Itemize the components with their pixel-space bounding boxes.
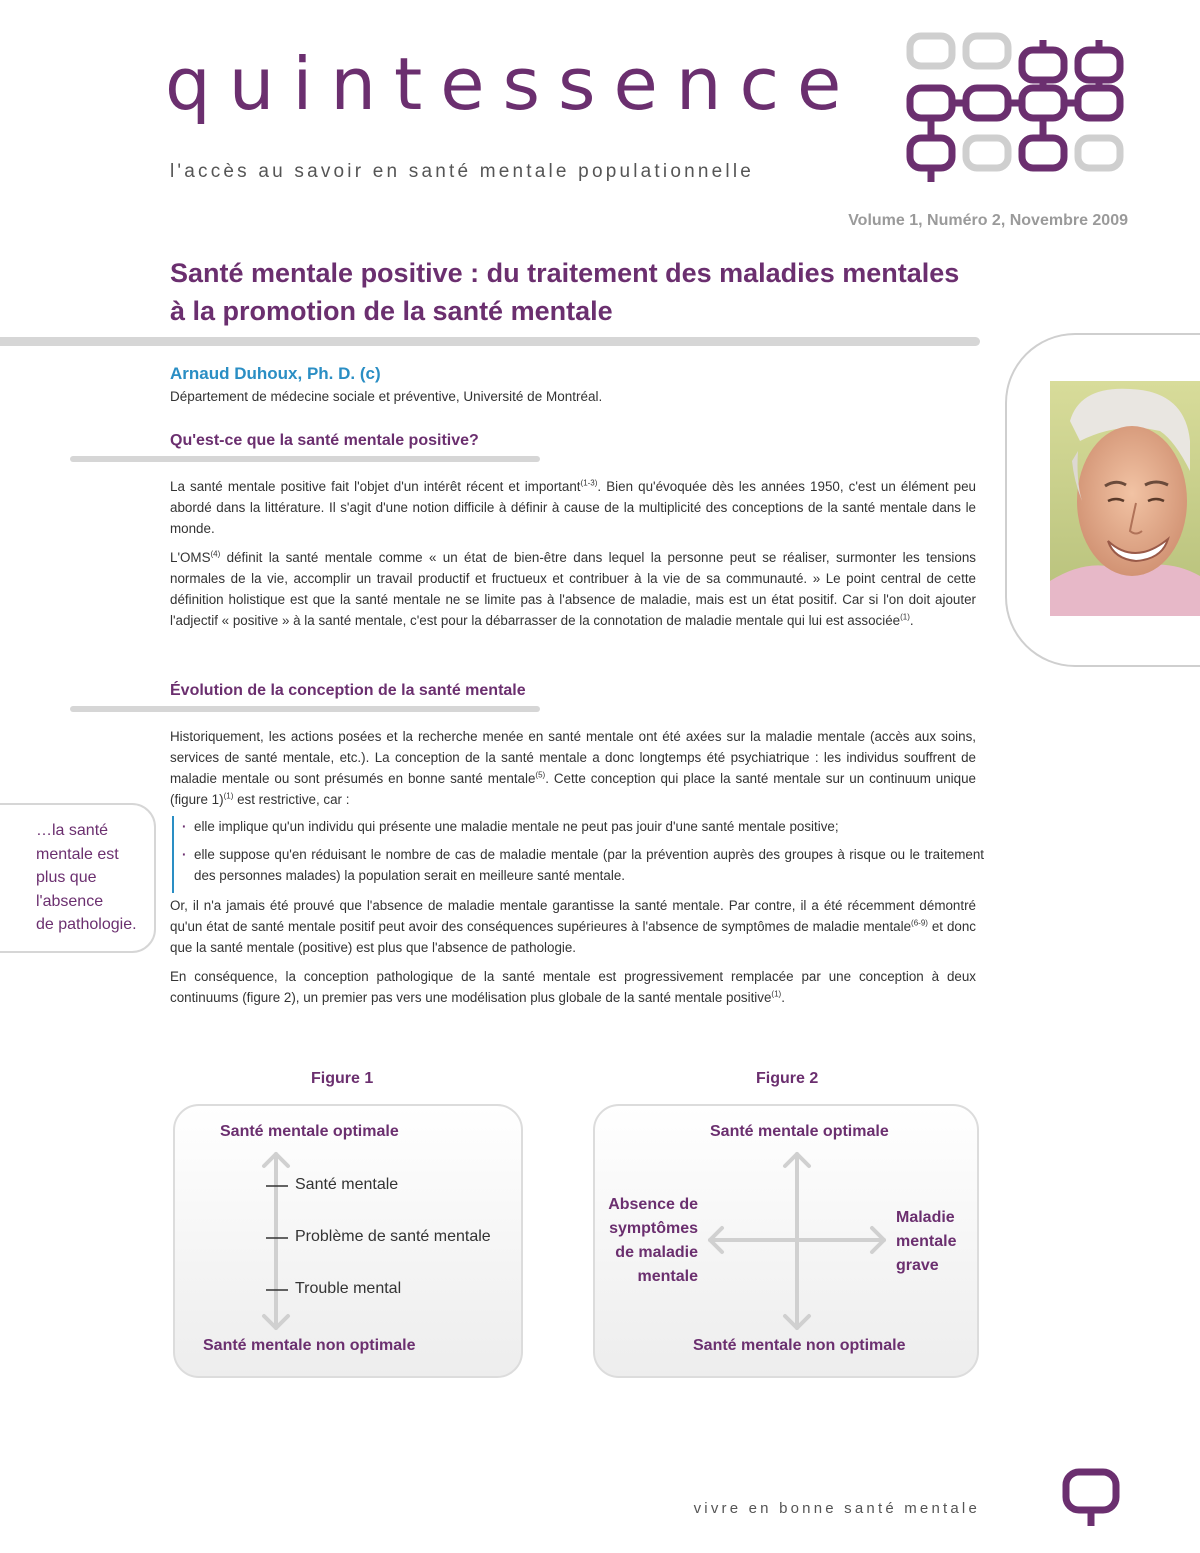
q-logo-icon	[1062, 1468, 1122, 1530]
figure-1-item: Problème de santé mentale	[295, 1228, 491, 1245]
paragraph: La santé mentale positive fait l'objet d'un intérêt récent et important$^{(1-3)}$. Bien qu'évoquée dès les années 1950, c'est un élément peu abordé dans la littérature. Il s'agit d'une notion difficile à définir à cause de la multiplicité des conceptions de la santé mentale dans le monde.	[170, 478, 976, 536]
section-divider-1	[70, 456, 540, 462]
figure-2-left-label: Absence de symptômes de maladie mentale	[608, 1196, 698, 1285]
author-affiliation: Département de médecine sociale et préventive, Université de Montréal.	[170, 389, 603, 404]
figure-1-top-label: Santé mentale optimale	[220, 1123, 399, 1140]
figure-1-bottom-label: Santé mentale non optimale	[203, 1337, 416, 1354]
figure-2-bottom-label: Santé mentale non optimale	[693, 1337, 906, 1354]
bullet-list	[172, 816, 984, 893]
figure-1-title: Figure 1	[311, 1070, 374, 1087]
list-item: · elle suppose qu'en réduisant le nombre de cas de maladie mentale (par la prévention auprès des groupes à risque ou le traitement des personnes malades) la population serait en meilleure santé mentale.	[180, 844, 984, 886]
quintessence-logo-icon	[900, 28, 1140, 188]
section-divider-2	[70, 706, 540, 712]
paragraph: L'OMS$^{(4)}$ définit la santé mentale comme « un état de bien-être dans lequel la personne peut se réaliser, surmonter les tensions normales de la vie, accomplir un travail productif et fructueux et contribuer à la vie de sa communauté. » Le point central de cette définition holistique est que la santé mentale ne se limite pas à l'absence de maladie, mais est un état positif. Car si l'on doit ajouter l'adjectif « positive » à la santé mentale, c'est pour la débarrasser de la connotation de maladie mentale qui lui est associée$^{(1)}$.	[170, 549, 976, 628]
paragraph: Historiquement, les actions posées et la recherche menée en santé mentale ont été axées sur la maladie mentale (accès aux soins, services de santé mentale, etc.). La conception de la santé mentale a donc longtemps été psychiatrique : les individus souffrent de maladie mentale ou sont présumés en bonne santé mentale$^{(5)}$. Cette conception qui place la santé mentale sur un continuum unique (figure 1)$^{(1)}$ est restrictive, car :	[170, 729, 976, 807]
section-heading-2: Évolution de la conception de la santé mentale	[170, 682, 526, 699]
figure-1-item: Santé mentale	[295, 1176, 399, 1193]
paragraph: Or, il n'a jamais été prouvé que l'absence de maladie mentale garantisse la santé mentale. Par contre, il a été récemment démontré qu'un état de santé mentale positif peut avoir des conséquences supérieures à l'absence de symptômes de maladie mentale$^{(6-9)}$ et donc que la santé mentale (positive) est plus que l'absence de pathologie.	[170, 898, 976, 955]
figure-2-axes	[700, 1148, 894, 1334]
tagline: l'accès au savoir en santé mentale populationnelle	[170, 161, 755, 182]
issue-info: Volume 1, Numéro 2, Novembre 2009	[848, 212, 1128, 229]
figure-2-top-label: Santé mentale optimale	[710, 1123, 889, 1140]
figure-2-right-label: Maladie mentale grave	[896, 1209, 957, 1274]
article-title	[170, 254, 970, 330]
figure-1-item: Trouble mental	[295, 1280, 402, 1297]
pull-quote: …la santé mentale est plus que l'absence de pathologie.	[36, 822, 137, 933]
section-heading-1: Qu'est-ce que la santé mentale positive?	[170, 432, 479, 449]
title-line-1: Santé mentale positive : du traitement des maladies mentales	[170, 258, 960, 288]
title-divider	[0, 337, 980, 346]
brand-wordmark: quintessence	[165, 42, 860, 126]
footer-slogan: vivre en bonne santé mentale	[693, 1500, 980, 1517]
figure-1-vertical-arrow	[258, 1148, 294, 1334]
figure-2-title: Figure 2	[756, 1070, 819, 1087]
title-line-2: à la promotion de la santé mentale	[170, 296, 613, 326]
portrait-photo	[1050, 381, 1200, 616]
paragraph: En conséquence, la conception pathologique de la santé mentale est progressivement remplacée par une conception à deux continuums (figure 2), un premier pas vers une modélisation plus globale de la santé mentale positive$^{(1)}$.	[170, 969, 976, 1005]
author-name: Arnaud Duhoux, Ph. D. (c)	[170, 364, 381, 383]
list-item: · elle implique qu'un individu qui présente une maladie mentale ne peut pas jouir d'une santé mentale positive;	[180, 816, 984, 837]
